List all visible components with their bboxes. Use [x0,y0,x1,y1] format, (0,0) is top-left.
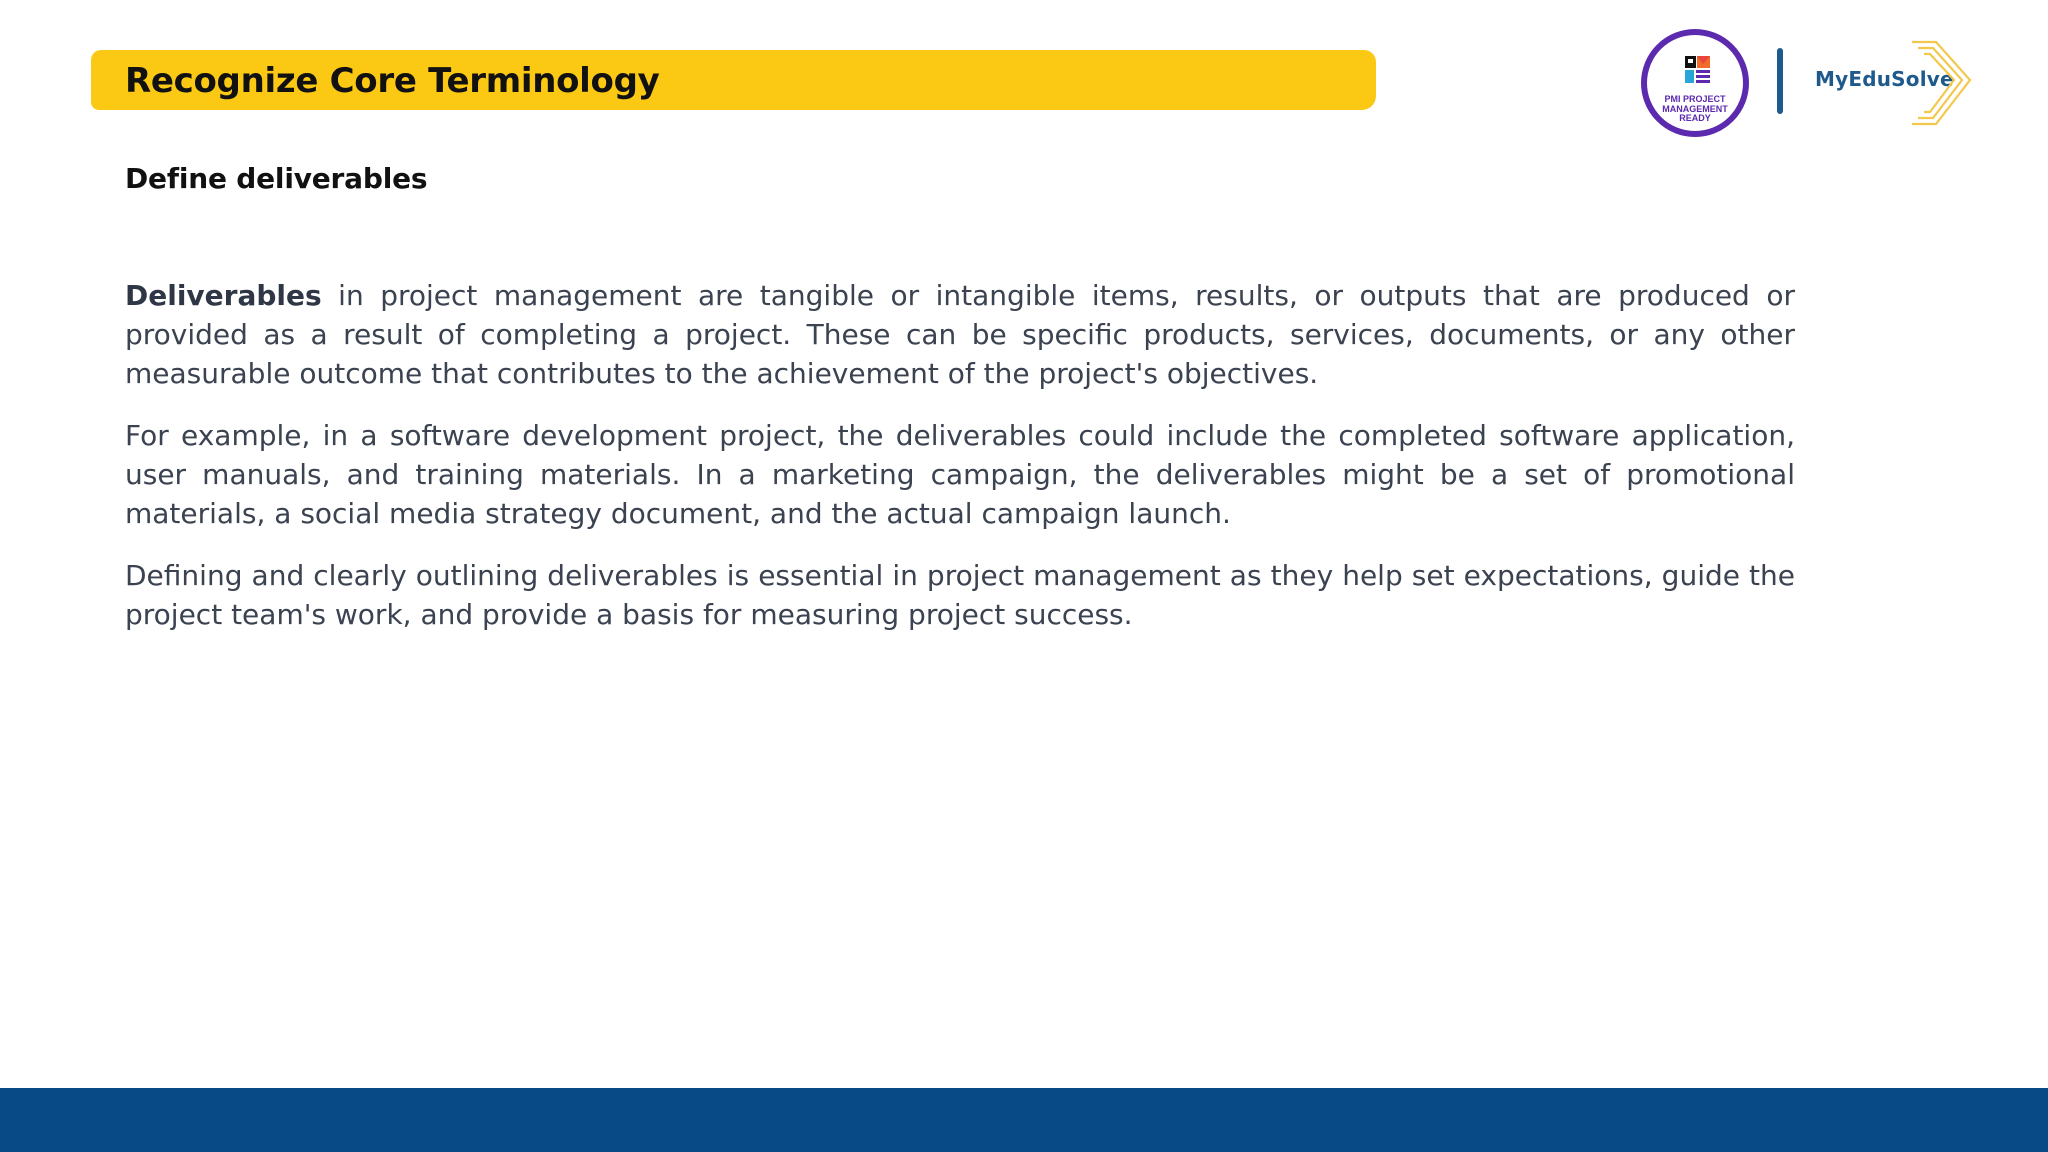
pmi-mark-icon [1682,54,1714,86]
paragraph-importance: Defining and clearly outlining deliverables is essential in project management as they help set expectations, guide the project team's work, and provide a basis for measuring project success. [125,559,1795,631]
paragraph-definition [125,276,1795,393]
paragraph-example: For example, in a software development project, the deliverables could include the completed software application, user manuals, and training materials. In a marketing campaign, the deliverables might be a set of promotional materials, a social media strategy document, and the actual campaign launch. [125,419,1795,530]
logo-divider [1777,48,1783,114]
section-subtitle: Define deliverables [125,162,428,195]
key-term: Deliverables [125,279,322,312]
brand-name: MyEduSolve [1815,67,1954,91]
pmi-badge-label: PMI PROJECT MANAGEMENT READY [1662,94,1728,123]
paragraph-text: in project management are tangible or intangible items, results, or outputs that are produced or provided as a result of completing a project. These can be specific products, services, documents, or any other measurable outcome that contributes to the achievement of the project's objectives. [125,279,1795,390]
pmi-badge-icon [1641,29,1749,137]
body-content [125,276,1795,657]
footer-bar [0,1088,2048,1152]
chevron-logo-icon [1906,34,1976,134]
logo-area [1636,24,1976,138]
slide-title: Recognize Core Terminology [125,61,660,101]
